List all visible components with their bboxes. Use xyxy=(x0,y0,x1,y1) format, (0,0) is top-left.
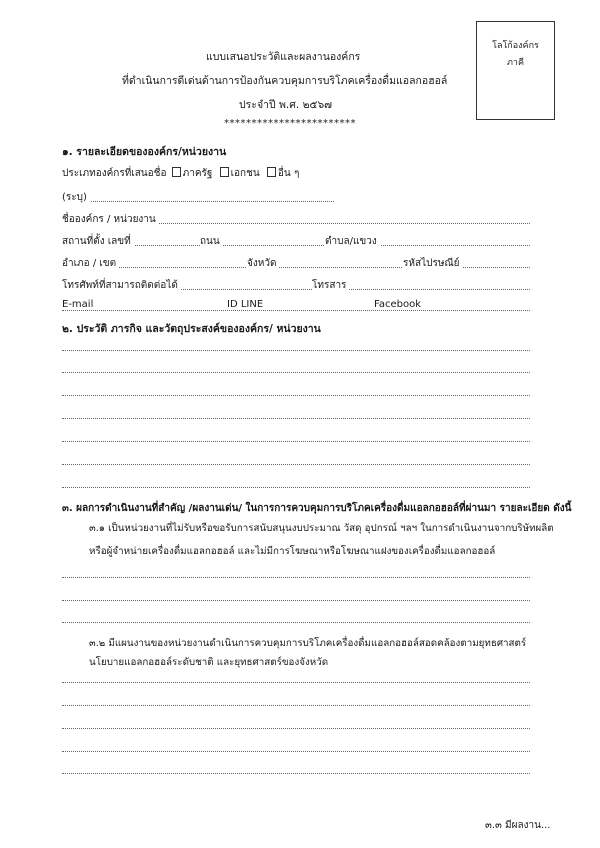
opt-private-label: เอกชน xyxy=(230,168,260,179)
checkbox-private[interactable] xyxy=(220,167,229,177)
section2-line[interactable] xyxy=(62,372,530,373)
continue-note: ๓.๓ มีผลงาน... xyxy=(485,820,551,831)
section2-line[interactable] xyxy=(62,441,530,442)
section3-title: ๓. ผลการดำเนินงานที่สำคัญ /ผลงานเด่น/ ในการการควบคุมการบริโภคเครื่องดื่มแอลกอฮอล์ที่ผ่านมา รายละเอียด ดังนี้ xyxy=(62,503,572,514)
postcode-label: รหัสไปรษณีย์ xyxy=(403,256,463,271)
district-label: อำเภอ / เขต xyxy=(62,256,119,271)
fax-label: โทรสาร xyxy=(312,278,349,293)
item32-line[interactable] xyxy=(62,773,530,774)
item32-line[interactable] xyxy=(62,705,530,706)
logo-label: โลโก้องค์กร xyxy=(492,41,539,51)
form-title: แบบเสนอประวัติและผลงานองค์กร xyxy=(206,51,361,63)
subdistrict-label: ตำบล/แขวง xyxy=(325,234,380,249)
item31-line[interactable] xyxy=(62,577,530,578)
item32-line1: ๓.๒ มีแผนงานของหน่วยงานดำเนินการควบคุมการบริโภคเครื่องดื่มแอลกอฮอล์สอดคล้องตามยุทธศาสตร์ xyxy=(89,638,527,649)
section2-line[interactable] xyxy=(62,418,530,419)
form-year: ประจำปี พ.ศ. ๒๕๖๗ xyxy=(239,99,333,111)
section2-line[interactable] xyxy=(62,487,530,488)
checkbox-other[interactable] xyxy=(267,167,276,177)
checkbox-gov[interactable] xyxy=(172,167,181,177)
address-label: สถานที่ตั้ง เลขที่ xyxy=(62,234,134,249)
line-id-label: ID LINE xyxy=(227,299,266,310)
item32-line[interactable] xyxy=(62,728,530,729)
specify-label: (ระบุ) xyxy=(62,190,90,205)
stars-divider: ************************ xyxy=(224,118,356,129)
facebook-label: Facebook xyxy=(374,299,424,310)
email-field[interactable] xyxy=(62,310,530,311)
org-name-label: ชื่อองค์กร / หน่วยงาน xyxy=(62,212,159,227)
item31-line1: ๓.๑ เป็นหน่วยงานที่ไม่รับหรือขอรับการสนับสนุนงบประมาณ วัสดุ อุปกรณ์ ฯลฯ ในการดำเนินงานจากบริษัทผลิต xyxy=(89,523,554,534)
section2-line[interactable] xyxy=(62,464,530,465)
form-subtitle: ที่ดำเนินการดีเด่นด้านการป้องกันควบคุมการบริโภคเครื่องดื่มแอลกอฮอล์ xyxy=(122,75,448,87)
section1-title: ๑. รายละเอียดขององค์กร/หน่วยงาน xyxy=(62,146,227,158)
org-type-label: ประเภทองค์กรที่เสนอชื่อ xyxy=(62,168,167,179)
item32-line[interactable] xyxy=(62,751,530,752)
item31-line2: หรือผู้จำหน่ายเครื่องดื่มแอลกอฮอล์ และไม่มีการโฆษณาหรือโฆษณาแฝงของเครื่องดื่มแอลกอฮอล์ xyxy=(89,546,496,557)
org-type-row xyxy=(62,166,299,181)
section2-title: ๒. ประวัติ ภารกิจ และวัตถุประสงค์ขององค์กร/ หน่วยงาน xyxy=(62,323,321,335)
phone-label: โทรศัพท์ที่สามารถติดต่อได้ xyxy=(62,278,181,293)
section2-line[interactable] xyxy=(62,395,530,396)
section2-line[interactable] xyxy=(62,350,530,351)
logo-placeholder-box xyxy=(476,21,555,120)
province-label: จังหวัด xyxy=(247,256,279,271)
logo-sublabel: ภาคี xyxy=(506,58,524,68)
road-label: ถนน xyxy=(200,234,223,249)
item32-line2: นโยบายแอลกอฮอล์ระดับชาติ และยุทธศาสตร์ของจังหวัด xyxy=(89,657,329,668)
item31-line[interactable] xyxy=(62,622,530,623)
opt-other-label: อื่น ๆ xyxy=(277,168,300,179)
item31-line[interactable] xyxy=(62,600,530,601)
item32-line[interactable] xyxy=(62,682,530,683)
opt-gov-label: ภาครัฐ xyxy=(182,168,213,179)
email-label: E-mail xyxy=(62,299,96,310)
specify-field[interactable] xyxy=(62,201,334,202)
